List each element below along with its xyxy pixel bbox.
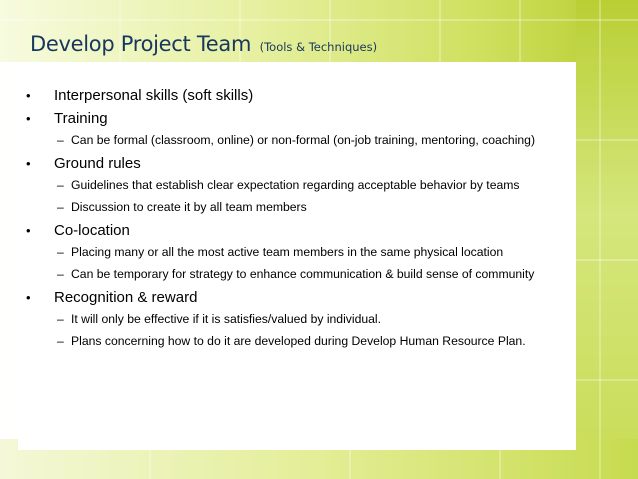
- title-row: [30, 32, 377, 66]
- sub-bullet-text: It will only be effective if it is satisfies/valued by individual.: [71, 312, 382, 326]
- bullet-text: Recognition & reward: [54, 289, 198, 306]
- bullet-recognition-reward: [26, 288, 586, 307]
- sub-bullet-text: Discussion to create it by all team members: [71, 200, 307, 214]
- bullet-text: Ground rules: [54, 155, 141, 172]
- bullet-training: [26, 109, 586, 128]
- bullet-list: [26, 86, 586, 355]
- dash-marker: –: [57, 267, 64, 281]
- dash-marker: –: [57, 178, 64, 192]
- bullet-co-location: [26, 221, 586, 240]
- sub-bullet-text: Can be temporary for strategy to enhance communication & build sense of community: [71, 267, 535, 281]
- sub-bullet: [26, 266, 586, 283]
- dash-marker: –: [57, 200, 64, 214]
- sub-bullet: [26, 311, 586, 328]
- bullet-text: Training: [54, 110, 108, 127]
- sub-bullet: [26, 177, 586, 194]
- bullet-text: Interpersonal skills (soft skills): [54, 87, 254, 104]
- bullet-ground-rules: [26, 154, 586, 173]
- dash-marker: –: [57, 334, 64, 348]
- bullet-marker: •: [26, 290, 31, 305]
- sub-bullet-text: Placing many or all the most active team members in the same physical location: [71, 245, 504, 259]
- slide-title: Develop Project Team: [30, 32, 252, 56]
- bullet-marker: •: [26, 223, 31, 238]
- dash-marker: –: [57, 245, 64, 259]
- sub-bullet: [26, 199, 586, 216]
- bullet-interpersonal-skills: [26, 86, 586, 105]
- sub-bullet-text: Can be formal (classroom, online) or non-formal (on-job training, mentoring, coaching): [71, 133, 536, 147]
- dash-marker: –: [57, 312, 64, 326]
- sub-bullet-text: Plans concerning how to do it are developed during Develop Human Resource Plan.: [71, 334, 526, 348]
- sub-bullet: [26, 333, 586, 350]
- sub-bullet: [26, 132, 586, 149]
- bullet-text: Co-location: [54, 222, 130, 239]
- sub-bullet: [26, 244, 586, 261]
- bullet-marker: •: [26, 88, 31, 103]
- bullet-marker: •: [26, 111, 31, 126]
- dash-marker: –: [57, 133, 64, 147]
- slide-subtitle: (Tools & Techniques): [259, 40, 378, 54]
- bullet-marker: •: [26, 156, 31, 171]
- sub-bullet-text: Guidelines that establish clear expectation regarding acceptable behavior by teams: [71, 178, 520, 192]
